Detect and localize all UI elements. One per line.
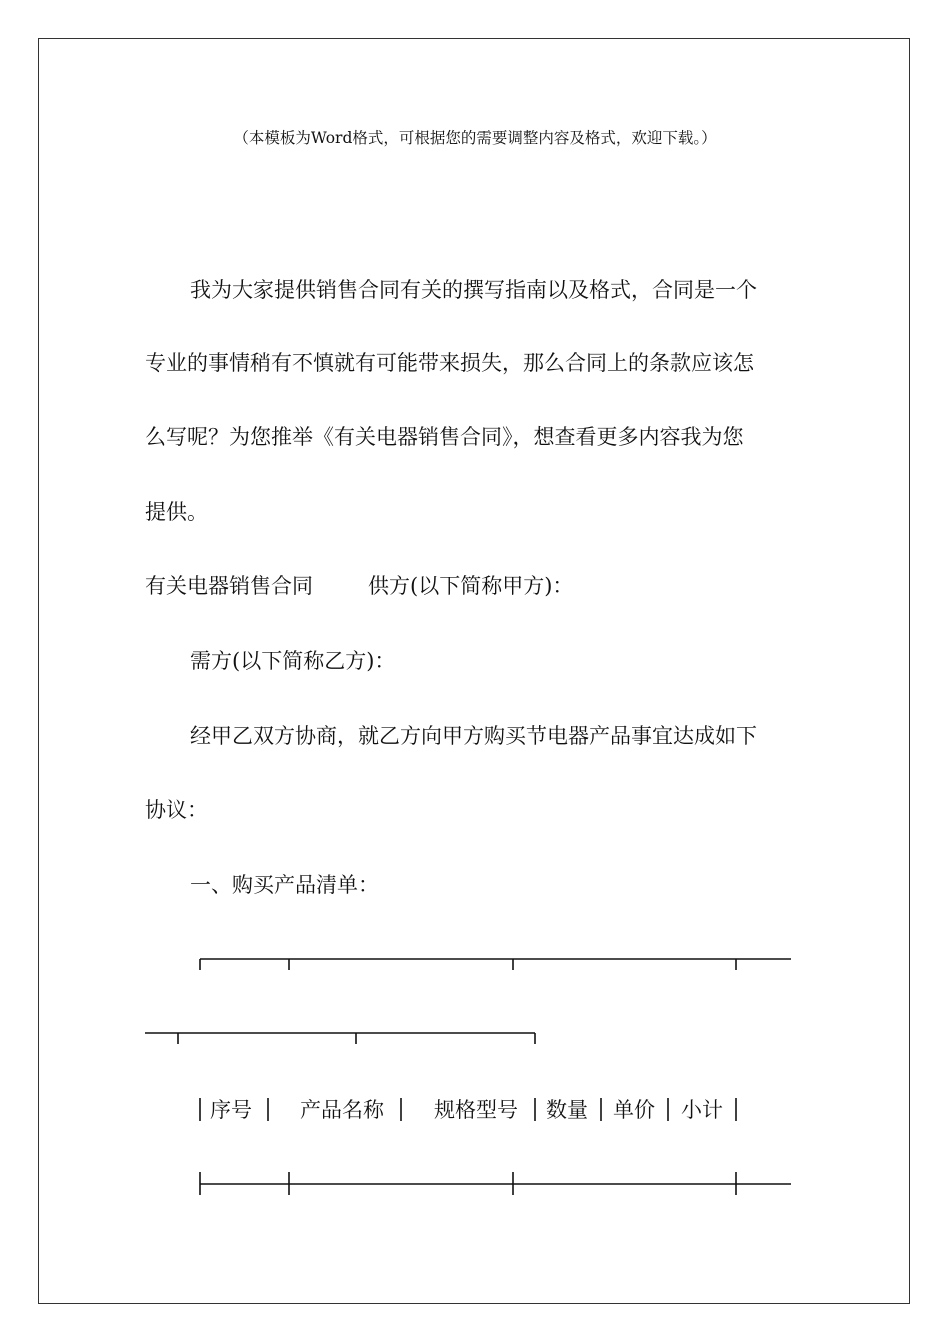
intro-line-3: 么写呢？为您推举《有关电器销售合同》，想查看更多内容我为您: [145, 425, 744, 449]
agreement-line-2: 协议：: [145, 798, 208, 822]
buyer-label: 需方(以下简称乙方)：: [190, 649, 396, 673]
table-header-subtotal: 小计: [681, 1098, 723, 1122]
contract-title: 有关电器销售合同: [145, 574, 313, 598]
table-header-model: 规格型号: [434, 1098, 518, 1122]
section-1-heading: 一、购买产品清单：: [190, 873, 379, 897]
supplier-label: 供方(以下简称甲方)：: [368, 574, 574, 598]
table-header-seq: 序号: [210, 1098, 252, 1122]
table-header-name: 产品名称: [300, 1098, 384, 1122]
table-header-price: 单价: [613, 1098, 655, 1122]
intro-line-4: 提供。: [145, 500, 208, 524]
intro-line-2: 专业的事情稍有不慎就有可能带来损失，那么合同上的条款应该怎: [145, 351, 754, 375]
agreement-line-1: 经甲乙双方协商，就乙方向甲方购买节电器产品事宜达成如下: [190, 724, 757, 748]
intro-line-1: 我为大家提供销售合同有关的撰写指南以及格式，合同是一个: [190, 278, 757, 302]
table-header-qty: 数量: [546, 1098, 588, 1122]
template-note: （本模板为Word格式，可根据您的需要调整内容及格式，欢迎下载。）: [233, 129, 717, 147]
